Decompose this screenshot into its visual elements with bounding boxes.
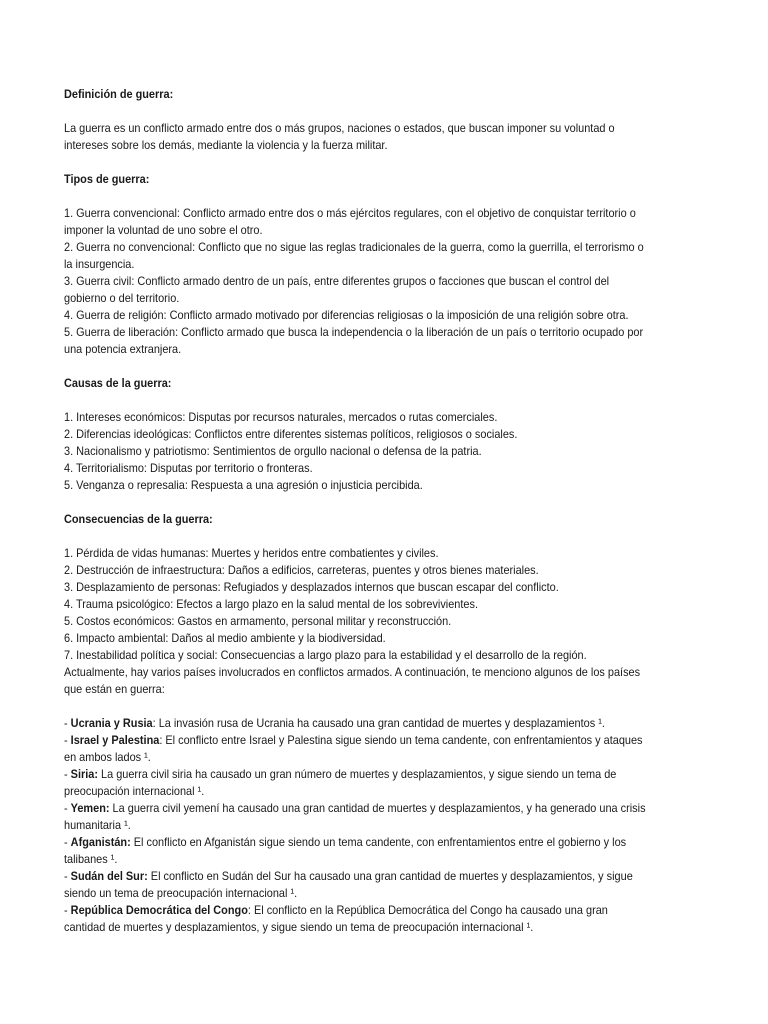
country-item	[64, 902, 651, 936]
types-heading: Tipos de guerra:	[64, 172, 150, 186]
types-list-item: 1. Guerra convencional: Conflicto armado entre dos o más ejércitos regulares, con el objetivo de conquistar territorio o imponer la voluntad de uno sobre el otro.	[64, 206, 636, 237]
spacer	[64, 103, 651, 120]
consequences-list-item: 1. Pérdida de vidas humanas: Muertes y heridos entre combatientes y civiles.	[64, 546, 439, 560]
country-text: El conflicto en Afganistán sigue siendo un tema candente, con enfrentamientos entre el gobierno y los talibanes ¹.	[64, 835, 627, 866]
spacer	[64, 528, 651, 545]
consequences-list-item: 7. Inestabilidad política y social: Consecuencias a largo plazo para la estabilidad y el desarrollo de la región.	[64, 648, 587, 662]
list-dash: -	[64, 869, 71, 883]
country-name: Yemen:	[70, 801, 110, 815]
country-text: La guerra civil yemení ha causado una gran cantidad de muertes y desplazamientos, y ha generado una crisis humanitaria ¹.	[64, 801, 646, 832]
country-name: Siria:	[70, 767, 98, 781]
causes-heading: Causas de la guerra:	[64, 376, 172, 390]
spacer	[64, 392, 651, 409]
list-dash: -	[64, 903, 71, 917]
consequences-list-item: 3. Desplazamiento de personas: Refugiados y desplazados internos que buscan escapar del conflicto.	[64, 580, 559, 594]
types-list-item: 5. Guerra de liberación: Conflicto armado que busca la independencia o la liberación de un país o territorio ocupado por una potencia extranjera.	[64, 325, 644, 356]
country-item	[64, 766, 651, 800]
country-text: : El conflicto en la República Democrática del Congo ha causado una gran cantidad de muertes y desplazamientos, y sigue siendo un tema de preocupación internacional ¹.	[64, 903, 608, 934]
country-item	[64, 834, 651, 868]
document-page	[64, 86, 651, 936]
spacer	[64, 494, 651, 511]
types-list-item: 2. Guerra no convencional: Conflicto que no sigue las reglas tradicionales de la guerra, como la guerrilla, el terrorismo o la insurgencia.	[64, 240, 644, 271]
causes-list-item: 1. Intereses económicos: Disputas por recursos naturales, mercados o rutas comerciales.	[64, 410, 498, 424]
country-text: : La invasión rusa de Ucrania ha causado una gran cantidad de muertes y desplazamientos ¹.	[152, 716, 605, 730]
country-name: Sudán del Sur:	[70, 869, 148, 883]
types-list-item: 3. Guerra civil: Conflicto armado dentro de un país, entre diferentes grupos o facciones que buscan el control del gobierno o del territorio.	[64, 274, 610, 305]
definition-heading: Definición de guerra:	[64, 87, 174, 101]
consequences-list-item: 6. Impacto ambiental: Daños al medio ambiente y la biodiversidad.	[64, 631, 386, 645]
list-dash: -	[64, 716, 71, 730]
definition-text: La guerra es un conflicto armado entre dos o más grupos, naciones o estados, que buscan imponer su voluntad o intereses sobre los demás, mediante la violencia y la fuerza militar.	[64, 121, 615, 152]
country-name: Afganistán:	[70, 835, 131, 849]
spacer	[64, 188, 651, 205]
causes-list-item: 3. Nacionalismo y patriotismo: Sentimientos de orgullo nacional o defensa de la patria.	[64, 444, 482, 458]
country-item	[64, 715, 651, 732]
spacer	[64, 698, 651, 715]
country-text: : El conflicto entre Israel y Palestina sigue siendo un tema candente, con enfrentamientos y ataques en ambos lados ¹.	[64, 733, 643, 764]
types-list-item: 4. Guerra de religión: Conflicto armado motivado por diferencias religiosas o la imposición de una religión sobre otra.	[64, 308, 629, 322]
country-text: El conflicto en Sudán del Sur ha causado una gran cantidad de muertes y desplazamientos, y sigue siendo un tema de preocupación internacional ¹.	[64, 869, 633, 900]
country-name: República Democrática del Congo	[70, 903, 248, 917]
consequences-list-item: 5. Costos económicos: Gastos en armamento, personal militar y reconstrucción.	[64, 614, 452, 628]
spacer	[64, 358, 651, 375]
consequences-list-item: 4. Trauma psicológico: Efectos a largo plazo en la salud mental de los sobrevivientes.	[64, 597, 478, 611]
consequences-heading: Consecuencias de la guerra:	[64, 512, 213, 526]
country-name: Israel y Palestina	[70, 733, 160, 747]
list-dash: -	[64, 767, 71, 781]
countries-intro: Actualmente, hay varios países involucrados en conflictos armados. A continuación, te menciono algunos de los países que están en guerra:	[64, 665, 641, 696]
causes-list-item: 4. Territorialismo: Disputas por territorio o fronteras.	[64, 461, 313, 475]
country-text: La guerra civil siria ha causado un gran número de muertes y desplazamientos, y sigue siendo un tema de preocupación internacional ¹.	[64, 767, 617, 798]
causes-list-item: 2. Diferencias ideológicas: Conflictos entre diferentes sistemas políticos, religiosos o sociales.	[64, 427, 518, 441]
consequences-list-item: 2. Destrucción de infraestructura: Daños a edificios, carreteras, puentes y otros bienes materiales.	[64, 563, 539, 577]
list-dash: -	[64, 801, 71, 815]
country-item	[64, 732, 651, 766]
country-name: Ucrania y Rusia	[70, 716, 153, 730]
list-dash: -	[64, 733, 71, 747]
spacer	[64, 154, 651, 171]
causes-list-item: 5. Venganza o represalia: Respuesta a una agresión o injusticia percibida.	[64, 478, 423, 492]
country-item	[64, 868, 651, 902]
country-item	[64, 800, 651, 834]
list-dash: -	[64, 835, 71, 849]
